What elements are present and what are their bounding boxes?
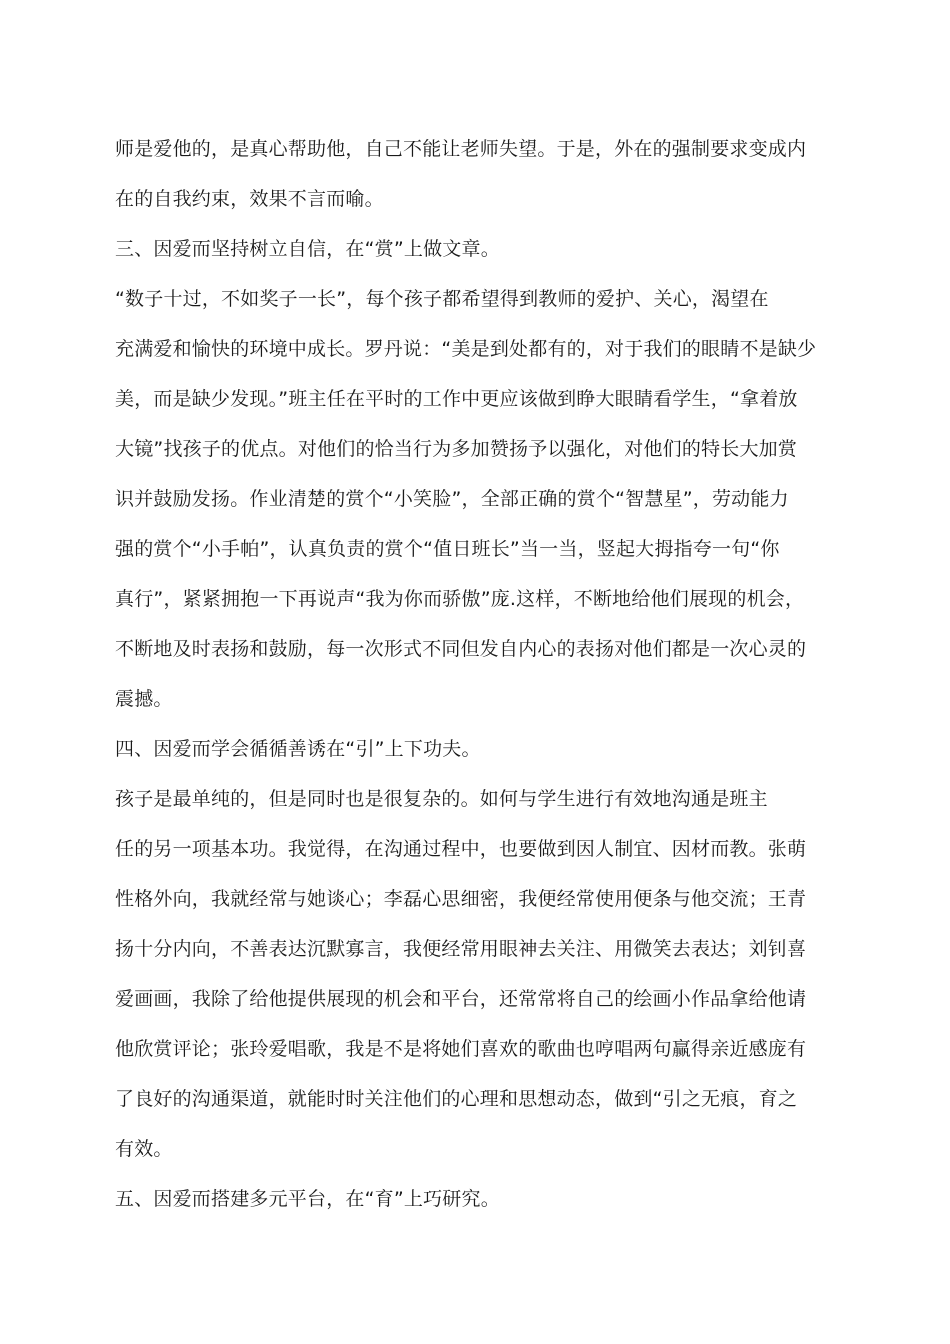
paragraph-line: 在的自我约束，效果不言而喻。 [115, 188, 384, 210]
paragraph-line: 识并鼓励发扬。作业清楚的赏个“小笑脸”，全部正确的赏个“智慧星”，劳动能力 [115, 488, 789, 510]
section-heading: 五、因爱而搭建多元平台，在“育”上巧研究。 [115, 1188, 500, 1210]
paragraph-line: “数子十过，不如奖子一长”，每个孩子都希望得到教师的爱护、关心，渴望在 [115, 288, 769, 310]
paragraph-line: 震撼。 [115, 688, 173, 710]
paragraph-line: 不断地及时表扬和鼓励，每一次形式不同但发自内心的表扬对他们都是一次心灵的 [115, 638, 807, 660]
paragraph-line: 任的另一项基本功。我觉得，在沟通过程中，也要做到因人制宜、因材而教。张萌 [115, 838, 807, 860]
paragraph-line: 大镜”找孩子的优点。对他们的恰当行为多加赞扬予以强化，对他们的特长大加赏 [115, 438, 798, 460]
paragraph-line: 爱画画，我除了给他提供展现的机会和平台，还常常将自己的绘画小作品拿给他请 [115, 988, 807, 1010]
paragraph-line: 有效。 [115, 1138, 173, 1160]
paragraph-line: 性格外向，我就经常与她谈心；李磊心思细密，我便经常使用便条与他交流；王青 [115, 888, 807, 910]
section-heading: 三、因爱而坚持树立自信，在“赏”上做文章。 [115, 238, 500, 260]
paragraph-line: 师是爱他的，是真心帮助他，自己不能让老师失望。于是，外在的强制要求变成内 [115, 138, 807, 160]
paragraph-line: 扬十分内向，不善表达沉默寡言，我便经常用眼神去关注、用微笑去表达；刘钊喜 [115, 938, 807, 960]
paragraph-line: 美，而是缺少发现。”班主任在平时的工作中更应该做到睁大眼睛看学生，“拿着放 [115, 388, 798, 410]
paragraph-line: 强的赏个“小手帕”，认真负责的赏个“值日班长”当一当，竖起大拇指夸一句“你 [115, 538, 780, 560]
section-heading: 四、因爱而学会循循善诱在“引”上下功夫。 [115, 738, 481, 760]
paragraph-line: 充满爱和愉快的环境中成长。罗丹说：“美是到处都有的，对于我们的眼睛不是缺少 [115, 338, 817, 360]
paragraph-line: 他欣赏评论；张玲爱唱歌，我是不是将她们喜欢的歌曲也哼唱两句赢得亲近感庞有 [115, 1038, 807, 1060]
paragraph-line: 真行”，紧紧拥抱一下再说声“我为你而骄傲”庞.这样，不断地给他们展现的机会， [115, 588, 805, 610]
paragraph-line: 孩子是最单纯的，但是同时也是很复杂的。如何与学生进行有效地沟通是班主 [115, 788, 768, 810]
paragraph-line: 了良好的沟通渠道，就能时时关注他们的心理和思想动态，做到“引之无痕，育之 [115, 1088, 798, 1110]
